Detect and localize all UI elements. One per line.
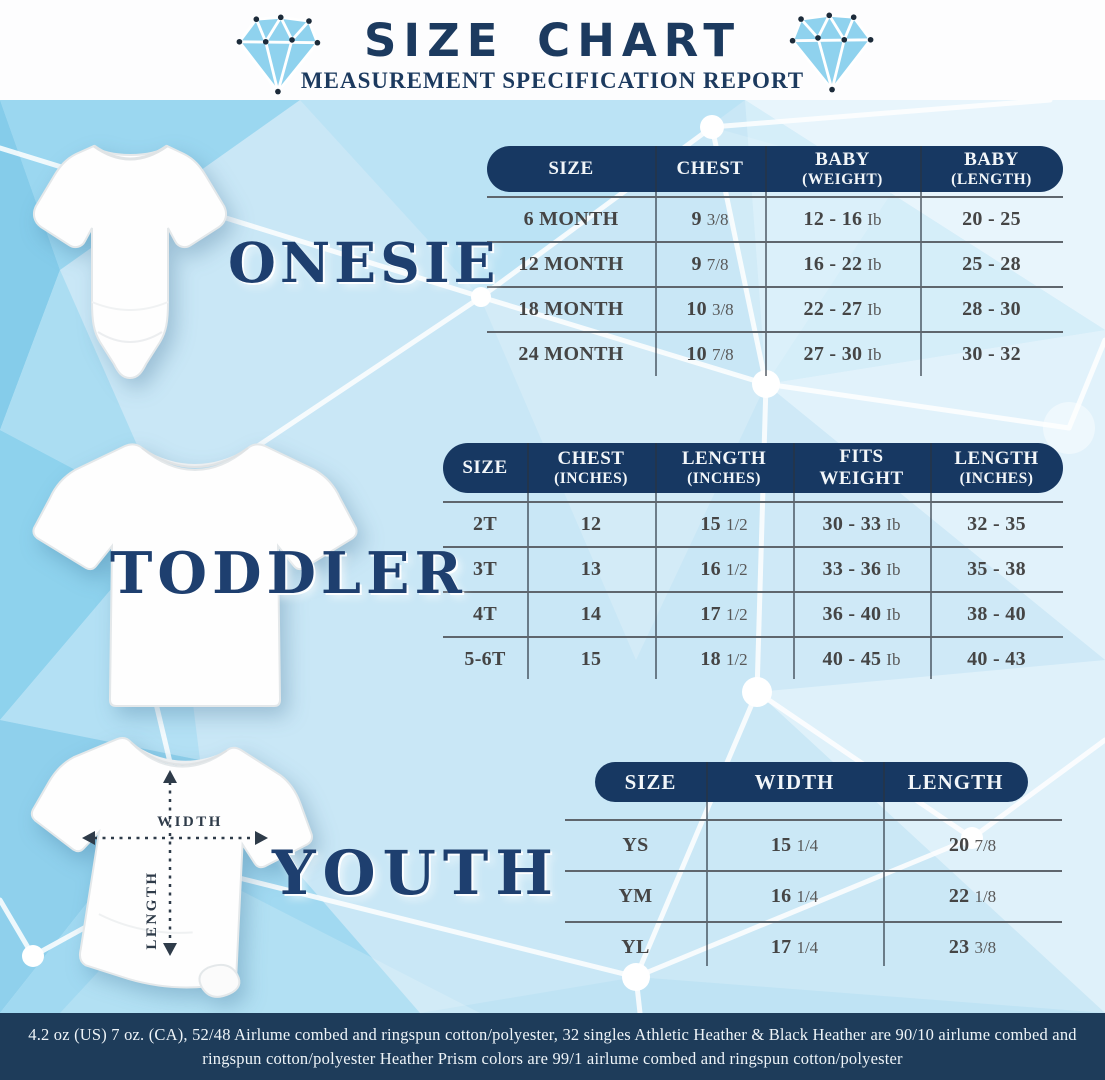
cell-value: 3T	[473, 558, 497, 580]
cell-unit: Ib	[886, 559, 901, 579]
table-row	[443, 501, 1063, 546]
cell-value: 5-6T	[464, 648, 506, 670]
table-cell	[930, 548, 1063, 591]
cell-value: 16 - 22	[803, 253, 863, 275]
cell-value: 30 - 33	[822, 513, 882, 535]
table-row	[565, 819, 1062, 870]
diamond-icon	[786, 8, 880, 96]
table-cell	[655, 333, 765, 376]
cell-unit: 1/2	[725, 514, 748, 534]
cell-value: 4T	[473, 603, 497, 625]
header-line1: LENGTH	[907, 769, 1004, 794]
table-row	[443, 591, 1063, 636]
cell-value: 38 - 40	[967, 603, 1026, 625]
cell-unit: Ib	[886, 604, 901, 624]
table-cell	[527, 638, 655, 681]
cell-value: 40 - 45	[822, 648, 882, 670]
table-cell	[883, 821, 1062, 870]
header-line1: SIZE	[624, 769, 677, 794]
cell-value: 35 - 38	[967, 558, 1026, 580]
table-cell	[793, 503, 930, 546]
table-row	[565, 921, 1062, 972]
table-cell	[655, 638, 793, 681]
onesie-size-table	[487, 146, 1063, 376]
cell-value: 10	[686, 343, 707, 365]
column-header	[443, 443, 527, 493]
cell-value: 25 - 28	[962, 253, 1021, 275]
cell-value: 17	[770, 936, 792, 958]
table-cell	[920, 333, 1063, 376]
header-line2: (INCHES)	[554, 470, 628, 487]
section-label-toddler: TODDLER	[110, 540, 467, 607]
width-measure-label: WIDTH	[157, 814, 223, 830]
cell-value: 15	[580, 648, 602, 670]
table-cell	[930, 593, 1063, 636]
table-row	[443, 636, 1063, 681]
header-line2: (LENGTH)	[951, 171, 1032, 188]
cell-unit: Ib	[867, 209, 882, 229]
column-header	[930, 443, 1063, 493]
header-line2: WEIGHT	[819, 468, 904, 489]
cell-unit: Ib	[867, 299, 882, 319]
table-cell	[765, 198, 920, 241]
cell-value: 6 MONTH	[523, 208, 619, 230]
cell-value: 28 - 30	[962, 298, 1021, 320]
cell-unit: 1/4	[796, 886, 819, 906]
header	[0, 0, 1105, 100]
table-row	[487, 241, 1063, 286]
column-header	[706, 762, 883, 802]
cell-value: 12 - 16	[803, 208, 863, 230]
column-header	[765, 146, 920, 192]
cell-value: 13	[580, 558, 602, 580]
cell-value: 36 - 40	[822, 603, 882, 625]
header-line1: BABY	[815, 149, 870, 170]
toddler-size-table	[443, 443, 1063, 681]
cell-unit: 1/4	[796, 937, 819, 957]
cell-unit: 1/2	[725, 604, 748, 624]
table-row	[443, 546, 1063, 591]
cell-value: 9	[691, 208, 702, 230]
table-row	[487, 196, 1063, 241]
table-cell	[487, 198, 655, 241]
cell-value: 17	[700, 603, 721, 625]
cell-value: 22 - 27	[803, 298, 863, 320]
table-cell	[930, 638, 1063, 681]
footer-line2: ringspun cotton/polyester Heather Prism colors are 99/1 airlume combed and ringspun cotton/polyester	[202, 1048, 903, 1068]
header-line1: LENGTH	[954, 448, 1039, 469]
youth-size-table	[565, 762, 1062, 972]
table-cell	[565, 923, 706, 972]
header-line2: (WEIGHT)	[802, 171, 883, 188]
cell-unit: 3/8	[974, 937, 997, 957]
cell-value: 40 - 43	[967, 648, 1026, 670]
cell-unit: Ib	[867, 254, 882, 274]
cell-value: 15	[770, 834, 792, 856]
cell-unit: Ib	[886, 649, 901, 669]
table-cell	[765, 243, 920, 286]
section-label-youth: YOUTH	[272, 838, 560, 909]
table-cell	[527, 593, 655, 636]
cell-value: 33 - 36	[822, 558, 882, 580]
table-cell	[793, 638, 930, 681]
table-cell	[706, 923, 883, 972]
section-label-onesie: ONESIE	[228, 230, 500, 295]
column-header	[883, 762, 1028, 802]
table-cell	[706, 872, 883, 921]
table-cell	[443, 638, 527, 681]
table-cell	[883, 923, 1062, 972]
table-cell	[565, 821, 706, 870]
column-header	[487, 146, 655, 192]
cell-value: 18	[700, 648, 721, 670]
cell-unit: 1/8	[974, 886, 997, 906]
table-cell	[793, 593, 930, 636]
table-cell	[765, 333, 920, 376]
footer-line1: 4.2 oz (US) 7 oz. (CA), 52/48 Airlume combed and ringspun cotton/polyester, 32 singles Athletic Heather & Black Heather are 90/10 airlume combed and	[28, 1024, 1077, 1044]
cell-value: 12	[580, 513, 602, 535]
column-header	[595, 762, 706, 802]
table-header-row	[443, 443, 1063, 493]
table-cell	[793, 548, 930, 591]
cell-unit: 1/2	[725, 559, 748, 579]
column-header	[655, 146, 765, 192]
table-cell	[655, 198, 765, 241]
column-header	[655, 443, 793, 493]
footer-fabric-note	[0, 1013, 1105, 1080]
cell-value: 16	[770, 885, 792, 907]
table-cell	[765, 288, 920, 331]
page-subtitle: MEASUREMENT SPECIFICATION REPORT	[300, 68, 805, 93]
cell-unit: 7/8	[706, 254, 729, 274]
cell-value: 27 - 30	[803, 343, 863, 365]
length-measure-label: LENGTH	[144, 870, 160, 950]
table-header-row	[595, 762, 1028, 802]
table-row	[487, 331, 1063, 376]
table-cell	[920, 288, 1063, 331]
table-cell	[655, 288, 765, 331]
cell-value: 20	[948, 834, 970, 856]
table-cell	[883, 872, 1062, 921]
cell-value: 14	[580, 603, 602, 625]
table-cell	[487, 243, 655, 286]
table-cell	[655, 503, 793, 546]
header-line1: CHEST	[557, 448, 625, 469]
header-line1: SIZE	[548, 158, 594, 179]
cell-value: 2T	[473, 513, 497, 535]
table-cell	[487, 333, 655, 376]
cell-value: 9	[691, 253, 702, 275]
table-cell	[930, 503, 1063, 546]
table-header-row	[487, 146, 1063, 192]
header-line1: FITS	[839, 446, 884, 467]
cell-value: YM	[618, 885, 653, 907]
cell-value: 18 MONTH	[518, 298, 624, 320]
table-row	[487, 286, 1063, 331]
page-title: SIZE CHART	[363, 14, 742, 67]
cell-unit: 3/8	[706, 209, 729, 229]
header-line1: SIZE	[462, 457, 508, 478]
cell-value: 20 - 25	[962, 208, 1021, 230]
table-cell	[920, 198, 1063, 241]
cell-value: 15	[700, 513, 721, 535]
cell-value: 22	[948, 885, 970, 907]
diamond-icon	[230, 10, 324, 98]
cell-unit: 7/8	[711, 344, 734, 364]
table-cell	[920, 243, 1063, 286]
cell-unit: 1/4	[796, 835, 819, 855]
table-cell	[527, 503, 655, 546]
cell-unit: 3/8	[711, 299, 734, 319]
cell-unit: Ib	[867, 344, 882, 364]
cell-value: 24 MONTH	[518, 343, 624, 365]
cell-unit: Ib	[886, 514, 901, 534]
column-header	[920, 146, 1063, 192]
column-header	[793, 443, 930, 493]
cell-value: 10	[686, 298, 707, 320]
cell-value: YL	[621, 936, 650, 958]
cell-unit: 1/2	[725, 649, 748, 669]
table-cell	[655, 593, 793, 636]
cell-value: 16	[700, 558, 721, 580]
table-row	[565, 870, 1062, 921]
header-line1: WIDTH	[754, 769, 835, 794]
cell-unit: 7/8	[974, 835, 997, 855]
header-line2: (INCHES)	[687, 470, 761, 487]
table-cell	[565, 872, 706, 921]
table-cell	[706, 821, 883, 870]
column-header	[527, 443, 655, 493]
cell-value: 23	[948, 936, 970, 958]
cell-value: YS	[622, 834, 649, 856]
cell-value: 12 MONTH	[518, 253, 624, 275]
onesie-illustration	[28, 132, 233, 390]
cell-value: 30 - 32	[962, 343, 1021, 365]
table-cell	[527, 548, 655, 591]
header-line2: (INCHES)	[959, 470, 1034, 487]
cell-value: 32 - 35	[967, 513, 1026, 535]
table-cell	[655, 548, 793, 591]
table-cell	[655, 243, 765, 286]
table-cell	[487, 288, 655, 331]
header-line1: CHEST	[676, 158, 744, 179]
header-line1: LENGTH	[681, 448, 767, 469]
header-line1: BABY	[964, 149, 1019, 170]
